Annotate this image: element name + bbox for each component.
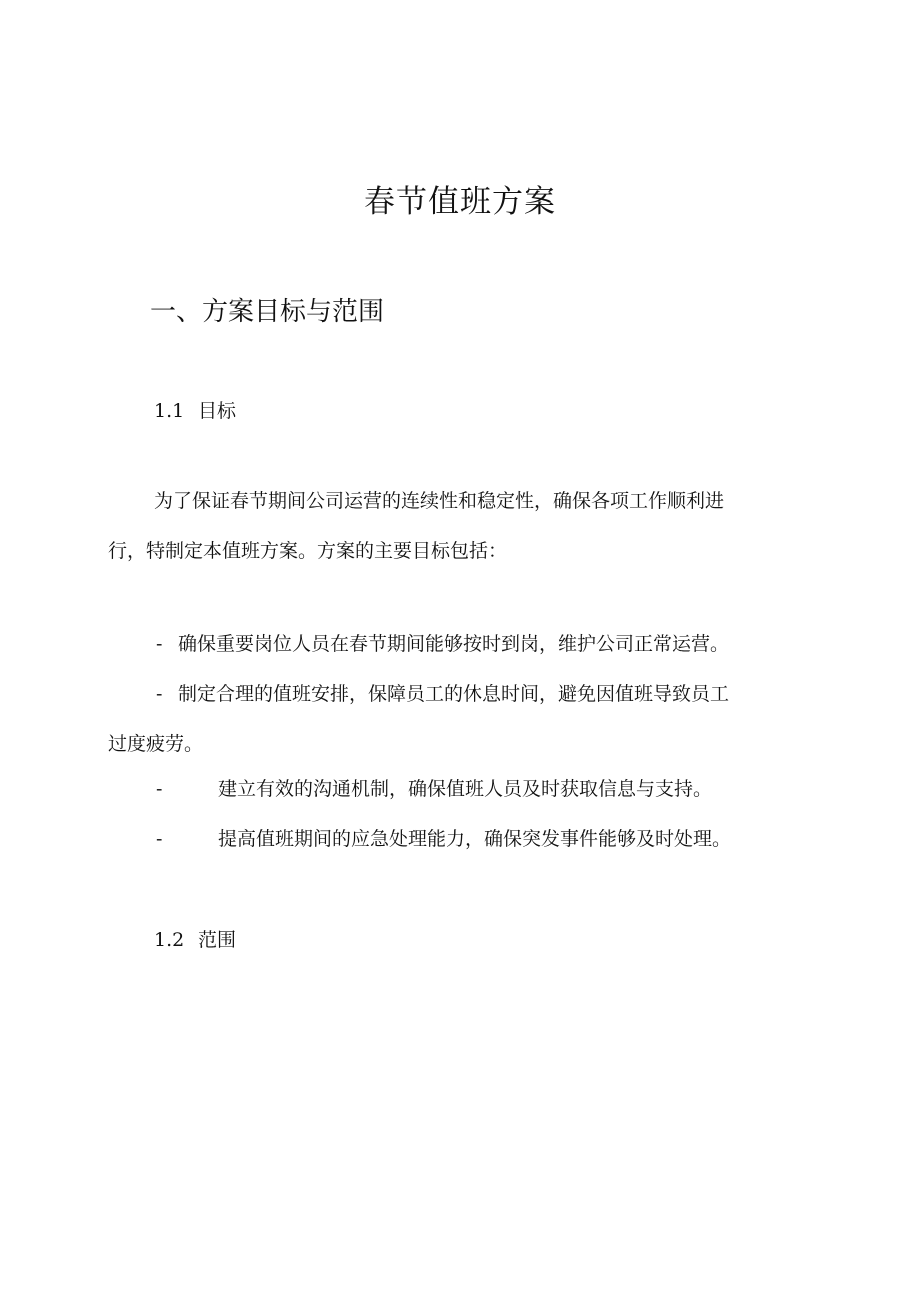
subsection-heading-goals (154, 396, 236, 426)
bullet-dash: - (156, 633, 163, 655)
list-item (156, 774, 712, 804)
list-item-text: 制定合理的值班安排，保障员工的休息时间，避免因值班导致员工 (178, 683, 730, 705)
section-heading: 一、方案目标与范围 (150, 297, 385, 327)
subsection-number: 1.1 (154, 400, 185, 422)
document-title: 春节值班方案 (364, 184, 556, 220)
intro-paragraph-line1: 为了保证春节期间公司运营的连续性和稳定性，确保各项工作顺利进 (154, 490, 725, 512)
bullet-dash: - (156, 778, 163, 800)
list-item-text: 建立有效的沟通机制，确保值班人员及时获取信息与支持。 (218, 778, 713, 800)
subsection-label: 范围 (198, 929, 237, 951)
intro-paragraph-line2: 行，特制定本值班方案。方案的主要目标包括： (108, 540, 508, 562)
list-item-text: 确保重要岗位人员在春节期间能够按时到岗，维护公司正常运营。 (178, 633, 730, 655)
subsection-heading-scope (154, 925, 236, 955)
bullet-dash: - (156, 828, 163, 850)
list-item (156, 629, 729, 659)
list-item (156, 824, 731, 854)
list-item (156, 679, 729, 709)
bullet-dash: - (156, 683, 163, 705)
subsection-label: 目标 (198, 400, 237, 422)
list-item-continuation: 过度疲劳。 (108, 733, 204, 755)
subsection-number: 1.2 (154, 929, 185, 951)
list-item-text: 提高值班期间的应急处理能力，确保突发事件能够及时处理。 (218, 828, 732, 850)
